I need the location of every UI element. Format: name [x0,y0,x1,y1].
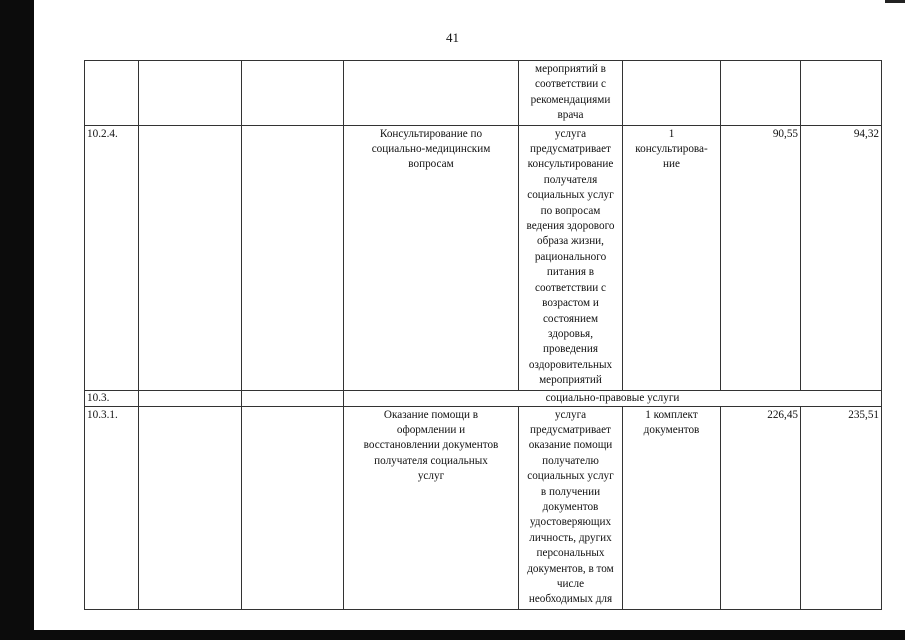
cell-empty [139,61,242,126]
cell-price-1 [721,61,801,126]
section-title: социально-правовые услуги [344,390,882,406]
cell-num [85,61,139,126]
scan-left-border [0,0,34,640]
cell-price-2: 94,32 [801,125,882,390]
cell-empty [139,125,242,390]
cell-service-name [344,61,519,126]
services-table [84,60,882,610]
cell-price-2 [801,61,882,126]
table-row [85,406,882,609]
scan-corner-mark [885,0,905,3]
cell-price-2: 235,51 [801,406,882,609]
cell-unit [623,61,721,126]
cell-empty [242,406,344,609]
scan-bottom-border [0,630,905,640]
cell-empty [242,125,344,390]
cell-num: 10.3. [85,390,139,406]
cell-unit: 1 комплект документов [623,406,721,609]
cell-num: 10.2.4. [85,125,139,390]
section-row [85,390,882,406]
cell-empty [139,390,242,406]
table-row [85,61,882,126]
cell-empty [139,406,242,609]
cell-description: услуга предусматривает оказание помощи получателю социальных услуг в получении документов удостоверяющих личность, других персональных документов, в том числе необходимых для [519,406,623,609]
cell-unit: 1 консультирова- ние [623,125,721,390]
cell-empty [242,390,344,406]
cell-price-1: 90,55 [721,125,801,390]
page-number: 41 [446,30,459,45]
table-row [85,125,882,390]
cell-service-name: Консультирование по социально-медицинским вопросам [344,125,519,390]
cell-description: мероприятий в соответствии с рекомендациями врача [519,61,623,126]
cell-num: 10.3.1. [85,406,139,609]
cell-service-name: Оказание помощи в оформлении и восстановлении документов получателя социальных услуг [344,406,519,609]
cell-empty [242,61,344,126]
cell-description: услуга предусматривает консультирование получателя социальных услуг по вопросам ведения здорового образа жизни, рационального питания в соответствии с возрастом и состоянием здоровья, проведения оздоровительных мероприятий [519,125,623,390]
cell-price-1: 226,45 [721,406,801,609]
